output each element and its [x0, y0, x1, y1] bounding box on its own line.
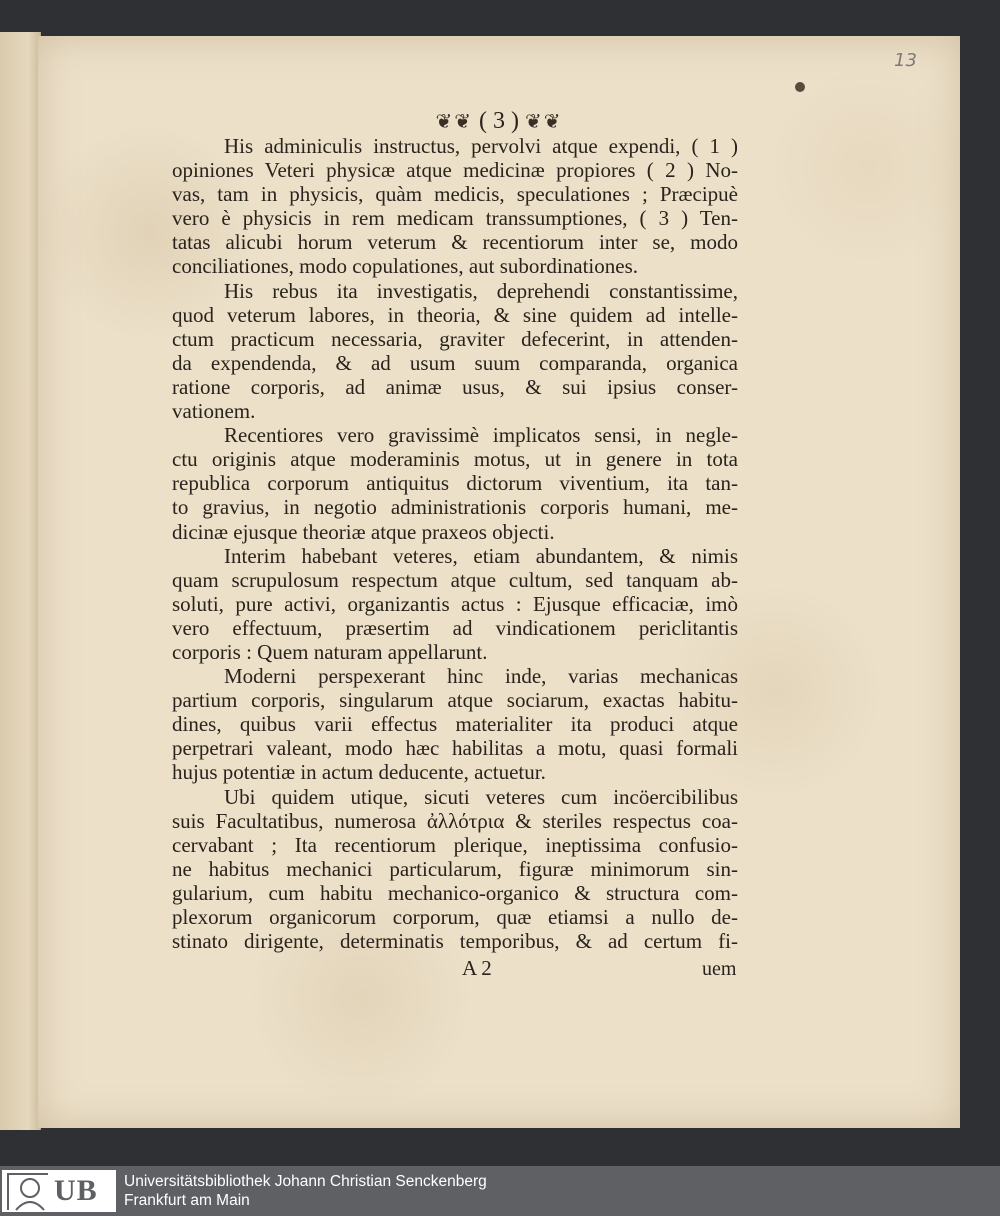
paragraph	[172, 134, 738, 279]
library-name-line2: Frankfurt am Main	[124, 1192, 250, 1209]
paragraph	[172, 664, 738, 784]
portrait-icon	[2, 1170, 54, 1212]
text-line: plexorum organicorum corporum, quæ etiamsi a nullo de-	[172, 905, 738, 929]
signature-mark: A 2	[462, 956, 492, 980]
header-ornament-right: ❦❦	[524, 111, 563, 133]
catchword: uem	[702, 958, 737, 980]
text-line: His adminiculis instructus, pervolvi atque expendi, ( 1 )	[224, 134, 738, 158]
facing-page-edge	[0, 32, 41, 1130]
text-line: ctu originis atque moderaminis motus, ut in genere in tota	[172, 447, 738, 472]
text-line: opiniones Veteri physicæ atque medicinæ propiores ( 2 ) No-	[172, 158, 738, 183]
book-page	[38, 36, 960, 1128]
text-line: ne habitus mechanici particularum, figuræ minimorum sin-	[172, 856, 738, 881]
text-line: Interim habebant veteres, etiam abundantem, & nimis	[224, 543, 738, 568]
ub-logo	[2, 1170, 116, 1212]
folio-note: 13	[894, 50, 917, 71]
text-line: dicinæ ejusque theoriæ atque praxeos objecti.	[172, 519, 555, 544]
text-line: vas, tam in physicis, quàm medicis, speculationes ; Præcipuè	[172, 182, 738, 207]
text-line: soluti, pure activi, organizantis actus : Ejusque efficaciæ, imò	[172, 591, 738, 616]
paragraph	[172, 279, 738, 424]
text-line: republica corporum antiquitus dictorum viventium, ita tan-	[172, 471, 738, 496]
text-line: to gravius, in negotio administrationis corporis humani, me-	[172, 495, 738, 520]
text-line: vero è physicis in rem medicam transsumptiones, ( 3 ) Ten-	[172, 206, 738, 231]
text-line: quod veterum labores, in theoria, & sine quidem ad intelle-	[172, 302, 738, 327]
page-header	[38, 108, 960, 135]
paragraph	[172, 423, 738, 543]
text-line: ratione corporis, ad animæ usus, & sui ipsius conser-	[172, 374, 738, 399]
text-line: Ubi quidem utique, sicuti veteres cum incöercibilibus	[224, 784, 738, 809]
library-name	[124, 1172, 487, 1210]
library-footer	[0, 1166, 1000, 1216]
paragraph	[172, 785, 738, 954]
text-line: cervabant ; Ita recentiorum plerique, ineptissima confusio-	[172, 832, 738, 857]
text-line: His rebus ita investigatis, deprehendi constantissime,	[224, 278, 738, 303]
page-number: ( 3 )	[479, 108, 519, 134]
text-line: perpetrari valeant, modo hæc habilitas a motu, quasi formali	[172, 736, 738, 761]
text-line: stinato dirigente, determinatis temporibus, & ad certum fi-	[172, 929, 738, 954]
text-line: suis Facultatibus, numerosa ἀλλότρια & steriles respectus coa-	[172, 808, 738, 833]
text-line: Moderni perspexerant hinc inde, varias mechanicas	[224, 664, 738, 689]
ink-spot	[795, 82, 805, 92]
text-line: tatas alicubi horum veterum & recentiorum inter se, modo	[172, 230, 738, 255]
text-line: Recentiores vero gravissimè implicatos sensi, in negle-	[224, 423, 738, 448]
text-line: vero effectuum, præsertim ad vindicationem periclitantis	[172, 615, 738, 640]
text-line: da expendenda, & ad usum suum comparanda, organica	[172, 350, 738, 375]
text-line: vationem.	[172, 399, 256, 424]
text-line: quam scrupulosum respectum atque cultum, sed tanquam ab-	[172, 567, 738, 592]
text-line: conciliationes, modo copulationes, aut subordinationes.	[172, 254, 638, 279]
ub-logo-text: UB	[54, 1174, 98, 1207]
text-line: dines, quibus varii effectus materialiter ita produci atque	[172, 712, 738, 737]
paragraph	[172, 544, 738, 664]
text-line: hujus potentiæ in actum deducente, actuetur.	[172, 760, 546, 785]
library-name-line1: Universitätsbibliothek Johann Christian Senckenberg	[124, 1173, 487, 1190]
header-ornament-left: ❦❦	[435, 111, 473, 133]
text-line: corporis : Quem naturam appellarunt.	[172, 639, 488, 664]
body-text	[172, 134, 738, 953]
text-line: partium corporis, singularum atque sociarum, exactas habitu-	[172, 688, 738, 713]
text-line: ctum practicum necessaria, graviter defecerint, in attenden-	[172, 326, 738, 351]
text-line: gularium, cum habitu mechanico-organico & structura com-	[172, 880, 738, 905]
